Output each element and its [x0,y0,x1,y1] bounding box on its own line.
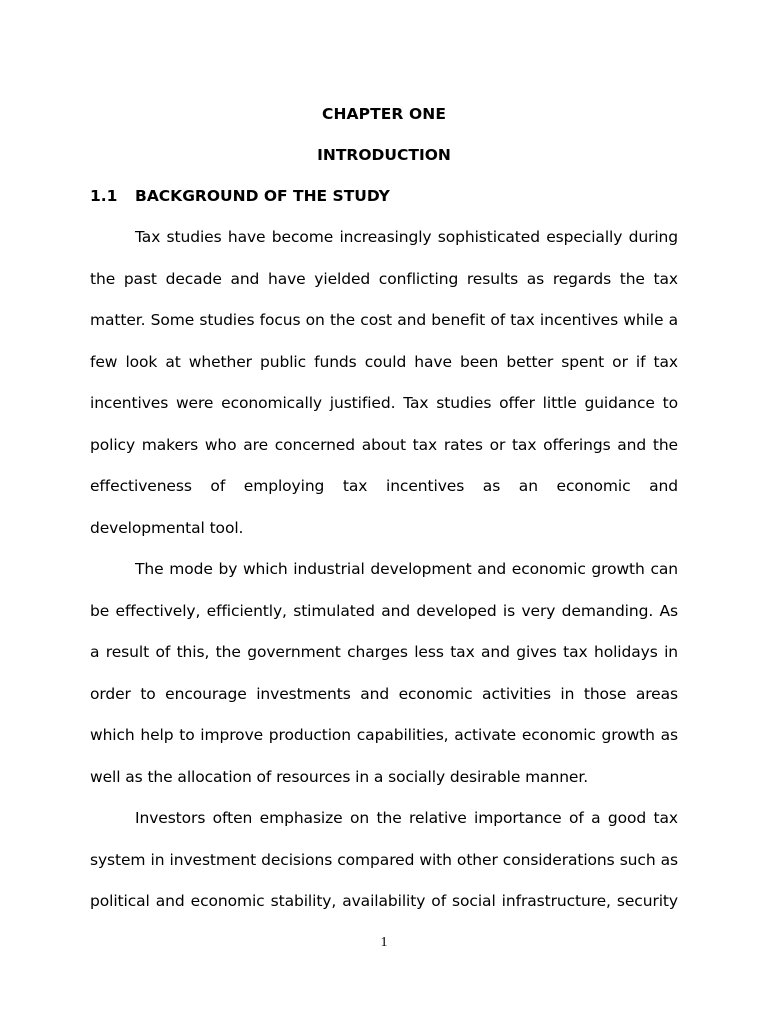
section-number: 1.1 [90,187,118,205]
body-text [90,217,678,923]
section-heading [90,182,390,210]
paragraph-2: The mode by which industrial development and economic growth can be effectively, efficiently, stimulated and developed is very demanding. As a result of this, the government charges less tax and gives tax holidays in order to encourage investments and economic activities in those areas which help to improve production capabilities, activate economic growth as well as the allocation of resources in a socially desirable manner. [90,560,678,786]
chapter-subtitle: INTRODUCTION [317,146,451,164]
paragraph-1: Tax studies have become increasingly sophisticated especially during the past decade and have yielded conflicting results as regards the tax matter. Some studies focus on the cost and benefit of tax incentives while a few look at whether public funds could have been better spent or if tax incentives were economically justified. Tax studies offer little guidance to policy makers who are concerned about tax rates or tax offerings and the effectiveness of employing tax incentives as an economic and developmental tool. [90,228,678,537]
chapter-title: CHAPTER ONE [321,105,447,123]
page-number: 1 [380,935,388,950]
section-title: BACKGROUND OF THE STUDY [135,187,390,205]
paragraph-3: Investors often emphasize on the relative importance of a good tax system in investment decisions compared with other considerations such as political and economic stability, availability of social infrastructure, security [90,809,678,910]
